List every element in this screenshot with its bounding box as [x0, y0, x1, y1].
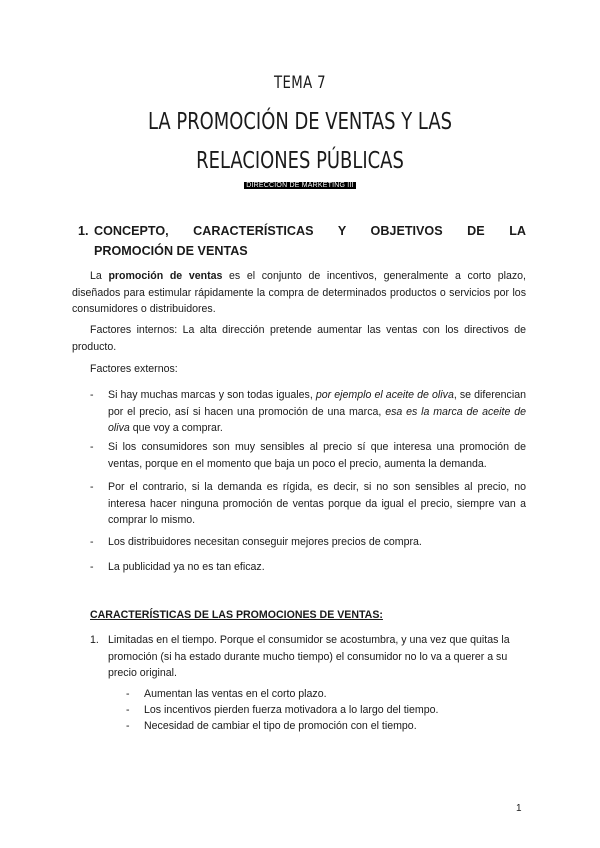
bullet-text: que voy a comprar. [129, 422, 223, 434]
numbered-item [90, 632, 526, 682]
item-text: Limitadas en el tiempo. Porque el consumidor se acostumbra, y una vez que quitas la promoción (si ha estado durante mucho tiempo) el consumidor no lo va a querer a su precio original. [108, 634, 510, 679]
bullet-dash: - [90, 536, 94, 548]
characteristics-heading: CARACTERÍSTICAS DE LAS PROMOCIONES DE VENTAS: [90, 609, 383, 621]
bullet-text: , se diferencian por el precio, así si hacen una promoción de una marca, [108, 389, 526, 418]
section-heading [78, 221, 526, 261]
bullet-italic: esa es la marca de aceite de oliva [108, 405, 526, 434]
subject-tag [0, 176, 600, 193]
definition-post: es el conjunto de incentivos, generalmente a corto plazo, diseñados para estimular rápidamente la compra de determinados productos o servicios por los consumidores o distribuidores. [72, 270, 526, 315]
internal-factors-paragraph: Factores internos: La alta dirección pretende aumentar las ventas con los directivos de producto. [72, 324, 526, 353]
bullet-text: Aumentan las ventas en el corto plazo. [144, 688, 327, 700]
bullet-text: Si hay muchas marcas y son todas iguales, [108, 389, 316, 401]
bullet-italic: por ejemplo el aceite de oliva [315, 389, 454, 401]
list-item [90, 479, 526, 529]
list-item [90, 439, 526, 472]
page-number: 1 [516, 803, 522, 814]
definition-term: promoción de ventas [108, 270, 223, 282]
bullet-dash: - [90, 389, 94, 401]
bullet-dash: - [126, 720, 130, 732]
list-item [126, 718, 526, 735]
list-item [126, 702, 526, 719]
bullet-dash: - [126, 704, 130, 716]
section-heading-line2: PROMOCIÓN DE VENTAS [94, 244, 248, 258]
bullet-text: La publicidad ya no es tan eficaz. [108, 561, 265, 573]
external-factors-label: Factores externos: [90, 363, 178, 375]
list-item [126, 686, 526, 703]
section-number: 1. [78, 224, 89, 238]
document-title: LA PROMOCIÓN DE VENTAS Y LAS RELACIONES PÚBLICAS [147, 109, 452, 174]
item-number: 1. [90, 634, 99, 646]
list-item [90, 559, 526, 576]
bullet-dash: - [90, 441, 94, 453]
bullet-text: Si los consumidores son muy sensibles al precio sí que interesa una promoción de ventas, porque en el momento que baja un poco el precio, aumenta la demanda. [108, 441, 526, 470]
definition-pre: La [90, 270, 109, 282]
definition-paragraph [72, 268, 526, 318]
subject-label: DIRECCIÓN DE MARKETING III [246, 182, 354, 189]
bullet-text: Necesidad de cambiar el tipo de promoción con el tiempo. [144, 720, 417, 732]
bullet-text: Los distribuidores necesitan conseguir mejores precios de compra. [108, 536, 422, 548]
section-heading-line1: CONCEPTO, CARACTERÍSTICAS Y OBJETIVOS DE LA [94, 224, 526, 238]
list-item [90, 534, 526, 551]
bullet-text: Por el contrario, si la demanda es rígida, es decir, si no son sensibles al precio, no interesa hacer ninguna promoción de ventas porque da igual el precio, siempre van a comprar lo mismo. [108, 481, 526, 526]
tema-label: TEMA 7 [274, 73, 326, 93]
bullet-dash: - [126, 688, 130, 700]
list-item [90, 387, 526, 437]
bullet-dash: - [90, 481, 94, 493]
bullet-text: Los incentivos pierden fuerza motivadora a lo largo del tiempo. [144, 704, 439, 716]
bullet-dash: - [90, 561, 94, 573]
